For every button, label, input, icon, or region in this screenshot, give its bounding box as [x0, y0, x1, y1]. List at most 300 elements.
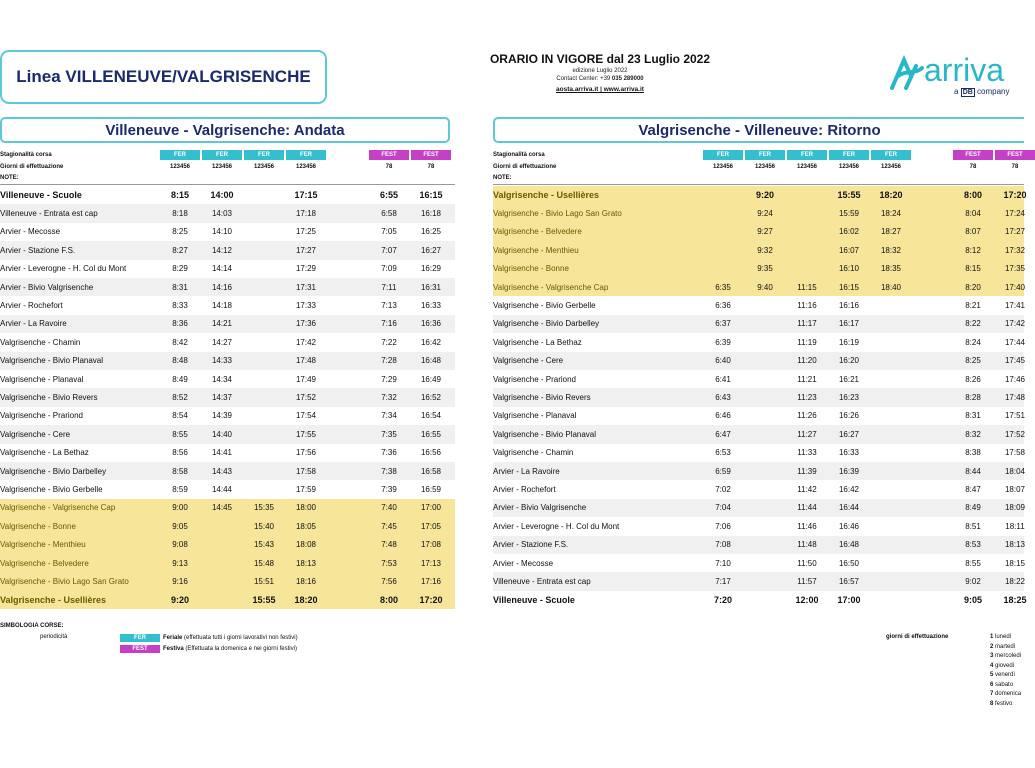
- stop-name: Valgrisenche - Bivio Lago San Grato: [0, 577, 129, 587]
- departure-time: 8:21: [965, 301, 981, 311]
- departure-time: 15:59: [838, 209, 860, 219]
- departure-time: 17:33: [295, 301, 317, 311]
- stop-name: Valgrisenche - Bivio Revers: [0, 393, 98, 403]
- departure-time: 7:29: [381, 374, 397, 384]
- departure-time: 16:55: [420, 429, 442, 439]
- departure-time: 17:00: [837, 594, 861, 605]
- departure-time: 16:58: [420, 466, 442, 476]
- stop-name: Valgrisenche - Usellières: [0, 594, 107, 605]
- departure-time: 7:22: [381, 337, 397, 347]
- departure-time: 8:22: [965, 319, 981, 329]
- departure-time: [244, 260, 284, 278]
- departure-time: 18:35: [880, 264, 902, 274]
- departure-time: [871, 370, 911, 388]
- departure-time: 9:27: [757, 227, 773, 237]
- table-row: [0, 572, 455, 590]
- departure-time: [745, 444, 785, 462]
- departure-time: 7:36: [381, 448, 397, 458]
- table-row: [0, 407, 455, 425]
- stop-name: Arvier - Rochefort: [493, 485, 556, 495]
- departure-time: [703, 241, 743, 259]
- departure-time: 8:31: [965, 411, 981, 421]
- departure-time: 17:59: [295, 485, 317, 495]
- header-divider: [493, 184, 1024, 185]
- departure-time: [745, 296, 785, 314]
- departure-time: [871, 591, 911, 609]
- departure-time: 17:55: [295, 429, 317, 439]
- departure-time: 17:48: [295, 356, 317, 366]
- giorni-value: 123456: [169, 164, 191, 170]
- line-title-box: [0, 50, 327, 104]
- departure-time: 14:16: [211, 282, 233, 292]
- departure-time: 6:37: [715, 319, 731, 329]
- departure-time: [745, 425, 785, 443]
- departure-time: 16:21: [838, 374, 860, 384]
- departure-time: 7:40: [381, 503, 397, 513]
- departure-time: 16:19: [838, 337, 860, 347]
- giorni-value: 78: [385, 164, 393, 170]
- departure-time: 8:00: [963, 190, 982, 201]
- departure-time: 18:11: [1005, 521, 1025, 531]
- departure-time: 11:23: [797, 393, 817, 403]
- departure-time: 7:20: [713, 594, 732, 605]
- departure-time: 18:05: [295, 521, 317, 531]
- departure-time: 11:17: [797, 319, 817, 329]
- service-tag-fer: FER: [244, 150, 284, 160]
- departure-time: 17:18: [295, 209, 317, 219]
- departure-time: 17:29: [295, 264, 317, 274]
- departure-time: 14:03: [211, 209, 233, 219]
- departure-time: [202, 554, 242, 572]
- stop-name: Valgrisenche - Bivio Planaval: [493, 429, 597, 439]
- departure-time: 17:32: [1004, 245, 1026, 255]
- departure-time: 8:25: [965, 356, 981, 366]
- departure-time: 7:04: [715, 503, 731, 513]
- departure-time: 17:20: [1003, 190, 1027, 201]
- departure-time: 7:39: [381, 485, 397, 495]
- legend-day: 7 domenica: [990, 691, 1022, 697]
- departure-time: 18:15: [1004, 558, 1026, 568]
- departure-time: 16:10: [838, 264, 860, 274]
- service-tag-fest: FEST: [411, 150, 451, 160]
- stop-name: Valgrisenche - La Bethaz: [493, 337, 582, 347]
- table-row: [0, 204, 455, 222]
- departure-time: [244, 241, 284, 259]
- service-tag-fer: FER: [871, 150, 911, 160]
- departure-time: [244, 407, 284, 425]
- departure-time: [244, 480, 284, 498]
- departure-time: 18:13: [295, 558, 317, 568]
- departure-time: 16:50: [838, 558, 860, 568]
- departure-time: 8:12: [965, 245, 981, 255]
- departure-time: [244, 315, 284, 333]
- departure-time: 16:54: [420, 411, 442, 421]
- departure-time: 9:16: [172, 577, 188, 587]
- stop-name: Valgrisenche - Valgrisenche Cap: [493, 282, 609, 292]
- departure-time: 18:08: [295, 540, 317, 550]
- legend-day: 8 festivo: [990, 700, 1013, 707]
- departure-time: 16:52: [420, 393, 442, 403]
- departure-time: [244, 204, 284, 222]
- departure-time: 16:17: [838, 319, 860, 329]
- departure-time: [787, 186, 827, 204]
- departure-time: 9:40: [757, 282, 773, 292]
- stop-name: Villeneuve - Entrata est cap: [0, 209, 98, 219]
- departure-time: 6:39: [715, 337, 731, 347]
- table-row: [493, 315, 1024, 333]
- table-row: [493, 186, 1027, 204]
- departure-time: [787, 204, 827, 222]
- giorni-value: 123456: [754, 164, 776, 170]
- departure-time: 17:58: [295, 466, 317, 476]
- departure-time: 17:13: [420, 558, 442, 568]
- departure-time: 15:51: [253, 577, 275, 587]
- departure-time: [871, 572, 911, 590]
- legend-fest-desc: Festiva (Effettuata la domenica e nei giorni festivi): [163, 646, 297, 652]
- departure-time: [871, 462, 911, 480]
- departure-time: 9:05: [172, 521, 188, 531]
- legend-title: SIMBOLOGIA CORSE:: [0, 623, 64, 629]
- table-row: [0, 388, 455, 406]
- departure-time: 16:48: [420, 356, 442, 366]
- departure-time: [745, 388, 785, 406]
- departure-time: 11:42: [797, 485, 817, 495]
- table-row: [0, 425, 455, 443]
- departure-time: [703, 186, 743, 204]
- legend-day: 5 venerdì: [990, 672, 1016, 678]
- departure-time: 16:48: [838, 540, 860, 550]
- departure-time: 9:13: [172, 558, 188, 568]
- departure-time: 8:42: [172, 337, 188, 347]
- departure-time: 16:27: [420, 245, 442, 255]
- departure-time: 16:56: [420, 448, 442, 458]
- departure-time: [745, 554, 785, 572]
- table-row: [493, 554, 1024, 572]
- departure-time: 11:57: [797, 577, 817, 587]
- departure-time: [745, 572, 785, 590]
- departure-time: 16:57: [838, 577, 860, 587]
- departure-time: [745, 333, 785, 351]
- legend-fer-tag: FER: [120, 634, 160, 642]
- departure-time: 17:44: [1004, 337, 1026, 347]
- departure-time: [871, 517, 911, 535]
- departure-time: 16:36: [420, 319, 442, 329]
- legend-days-list: [990, 634, 1024, 710]
- departure-time: 17:35: [1004, 264, 1026, 274]
- departure-time: [745, 370, 785, 388]
- departure-time: 7:09: [381, 264, 397, 274]
- departure-time: [244, 425, 284, 443]
- table-row: [493, 517, 1024, 535]
- departure-time: 11:26: [797, 411, 817, 421]
- ritorno-table: [493, 150, 1027, 640]
- departure-time: 17:41: [1004, 301, 1026, 311]
- departure-time: 6:36: [715, 301, 731, 311]
- giorni-value: 123456: [253, 164, 275, 170]
- departure-time: 8:25: [172, 227, 188, 237]
- departure-time: 8:44: [965, 466, 981, 476]
- departure-time: 16:39: [838, 466, 860, 476]
- stop-name: Valgrisenche - Cere: [493, 356, 564, 366]
- departure-time: 7:02: [715, 485, 731, 495]
- logo-sub: a DB company: [954, 87, 1010, 96]
- departure-time: 17:56: [295, 448, 317, 458]
- departure-time: 9:32: [757, 245, 773, 255]
- departure-time: 7:16: [381, 319, 397, 329]
- departure-time: [745, 536, 785, 554]
- departure-time: [244, 186, 284, 204]
- stop-name: Arvier - Bivio Valgrisenche: [0, 282, 94, 292]
- departure-time: [745, 499, 785, 517]
- departure-time: 17:27: [295, 245, 317, 255]
- stop-name: Valgrisenche - Bivio Gerbelle: [0, 485, 103, 495]
- departure-time: [871, 296, 911, 314]
- departure-time: 16:15: [838, 282, 860, 292]
- table-row: [493, 296, 1024, 314]
- departure-time: 12:00: [795, 594, 819, 605]
- ritorno-title-box: [493, 117, 1024, 143]
- table-row: [0, 499, 455, 517]
- departure-time: 17:40: [1004, 282, 1026, 292]
- departure-time: [703, 204, 743, 222]
- table-row: [0, 370, 455, 388]
- service-tag-fer: FER: [787, 150, 827, 160]
- departure-time: 8:27: [172, 245, 188, 255]
- departure-time: 16:27: [838, 429, 860, 439]
- departure-time: 9:35: [757, 264, 773, 274]
- stop-name: Valgrisenche - Bivio Planaval: [0, 356, 104, 366]
- note-label: NOTE:: [493, 175, 512, 181]
- departure-time: 14:44: [211, 485, 233, 495]
- stop-name: Arvier - Bivio Valgrisenche: [493, 503, 587, 513]
- giorni-value: 78: [1011, 164, 1019, 170]
- departure-time: 16:42: [420, 337, 442, 347]
- departure-time: 6:35: [715, 282, 731, 292]
- andata-table: [0, 150, 455, 640]
- departure-time: 8:07: [965, 227, 981, 237]
- giorni-value: 123456: [838, 164, 860, 170]
- departure-time: 17:54: [295, 411, 317, 421]
- table-row: [493, 536, 1024, 554]
- departure-time: 8:58: [172, 466, 188, 476]
- departure-time: 9:05: [963, 594, 982, 605]
- departure-time: 8:18: [172, 209, 188, 219]
- departure-time: [745, 591, 785, 609]
- departure-time: 15:43: [253, 540, 275, 550]
- departure-time: 9:02: [965, 577, 981, 587]
- stop-name: Arvier - Rochefort: [0, 301, 63, 311]
- table-row: [0, 554, 455, 572]
- departure-time: 16:16: [838, 301, 860, 311]
- departure-time: 11:20: [797, 356, 817, 366]
- stop-name: Arvier - La Ravoire: [493, 466, 560, 476]
- stop-name: Valgrisenche - Chamin: [493, 448, 574, 458]
- departure-time: 7:34: [381, 411, 397, 421]
- table-row: [0, 444, 455, 462]
- ritorno-title: Valgrisenche - Villeneuve: Ritorno: [638, 121, 881, 139]
- departure-time: 16:33: [838, 448, 860, 458]
- departure-time: [244, 333, 284, 351]
- departure-time: 8:20: [965, 282, 981, 292]
- stop-name: Villeneuve - Scuole: [493, 594, 575, 605]
- departure-time: [745, 517, 785, 535]
- departure-time: [871, 554, 911, 572]
- stop-name: Arvier - La Ravoire: [0, 319, 67, 329]
- departure-time: [244, 444, 284, 462]
- stop-name: Valgrisenche - Prariond: [493, 374, 577, 384]
- departure-time: [871, 315, 911, 333]
- departure-time: 14:37: [211, 393, 233, 403]
- departure-time: 8:31: [172, 282, 188, 292]
- departure-time: 17:52: [1004, 429, 1026, 439]
- departure-time: 17:51: [1004, 411, 1026, 421]
- departure-time: 7:38: [381, 466, 397, 476]
- service-tag-fer: FER: [286, 150, 326, 160]
- table-row: [0, 223, 455, 241]
- departure-time: 8:49: [965, 503, 981, 513]
- departure-time: 16:46: [838, 521, 860, 531]
- table-row: [493, 223, 1024, 241]
- departure-time: [871, 444, 911, 462]
- table-row: [493, 352, 1024, 370]
- departure-time: [244, 462, 284, 480]
- departure-time: 11:46: [797, 521, 817, 531]
- stop-name: Valgrisenche - Valgrisenche Cap: [0, 503, 116, 513]
- service-tag-fer: FER: [202, 150, 242, 160]
- departure-time: [871, 499, 911, 517]
- departure-time: 17:24: [1004, 209, 1026, 219]
- giorni-value: 123456: [295, 164, 317, 170]
- departure-time: 9:20: [755, 190, 774, 201]
- departure-time: 7:35: [381, 429, 397, 439]
- departure-time: 7:56: [381, 577, 397, 587]
- departure-time: [703, 223, 743, 241]
- departure-time: 18:07: [1004, 485, 1026, 495]
- table-row: [493, 462, 1024, 480]
- stop-name: Valgrisenche - Bivio Darbelley: [493, 319, 600, 329]
- stop-name: Valgrisenche - Planaval: [493, 411, 577, 421]
- departure-time: 8:15: [170, 190, 189, 201]
- departure-time: 17:42: [1004, 319, 1026, 329]
- departure-time: 8:52: [172, 393, 188, 403]
- table-row: [493, 388, 1024, 406]
- departure-time: 14:41: [211, 448, 233, 458]
- departure-time: 11:33: [797, 448, 817, 458]
- legend-fest-tag: FEST: [120, 645, 160, 653]
- departure-time: 9:00: [172, 503, 188, 513]
- legend-day: 3 mercoledì: [990, 653, 1022, 659]
- departure-time: 11:39: [797, 466, 817, 476]
- departure-time: 6:41: [715, 374, 731, 384]
- departure-time: [202, 572, 242, 590]
- table-row: [0, 333, 455, 351]
- website-links[interactable]: aosta.arriva.it | www.arriva.it: [556, 86, 644, 93]
- table-row: [493, 278, 1024, 296]
- logo-word: arriva: [924, 52, 1005, 88]
- table-row: [493, 444, 1024, 462]
- departure-time: [745, 315, 785, 333]
- departure-time: 9:24: [757, 209, 773, 219]
- departure-time: 17:36: [295, 319, 317, 329]
- table-row: [493, 407, 1024, 425]
- departure-time: 11:15: [797, 282, 817, 292]
- departure-time: 17:05: [420, 521, 442, 531]
- departure-time: 7:10: [715, 558, 731, 568]
- departure-time: 7:32: [381, 393, 397, 403]
- departure-time: 8:55: [965, 558, 981, 568]
- giorni-value: 78: [427, 164, 435, 170]
- departure-time: 11:27: [797, 429, 817, 439]
- table-row: [0, 186, 455, 204]
- stagionalita-label: Stagionalità corsa: [0, 152, 52, 158]
- departure-time: [787, 260, 827, 278]
- departure-time: 17:58: [1004, 448, 1026, 458]
- departure-time: 6:53: [715, 448, 731, 458]
- departure-time: 7:48: [381, 540, 397, 550]
- departure-time: 15:48: [253, 558, 275, 568]
- stop-name: Arvier - Leverogne - H. Col du Mont: [493, 521, 620, 531]
- stop-name: Valgrisenche - Belvedere: [493, 227, 582, 237]
- table-row: [493, 370, 1024, 388]
- departure-time: 15:35: [253, 503, 275, 513]
- departure-time: [787, 223, 827, 241]
- departure-time: [787, 241, 827, 259]
- table-row: [0, 315, 455, 333]
- departure-time: 7:17: [715, 577, 731, 587]
- departure-time: [244, 296, 284, 314]
- departure-time: 14:33: [211, 356, 233, 366]
- giorni-label: Giorni di effettuazione: [493, 164, 557, 170]
- departure-time: 16:59: [420, 485, 442, 495]
- departure-time: 9:08: [172, 540, 188, 550]
- stop-name: Valgrisenche - Usellières: [493, 190, 600, 201]
- table-row: [493, 204, 1024, 222]
- departure-time: 18:22: [1004, 577, 1026, 587]
- departure-time: 7:11: [381, 282, 397, 292]
- legend-day: 2 martedì: [990, 643, 1016, 650]
- departure-time: [871, 536, 911, 554]
- legend-day: 1 lunedì: [990, 634, 1012, 640]
- departure-time: 15:55: [252, 594, 276, 605]
- service-tag-fer: FER: [745, 150, 785, 160]
- stop-name: Villeneuve - Entrata est cap: [493, 577, 591, 587]
- departure-time: 16:07: [838, 245, 860, 255]
- departure-time: 14:18: [211, 301, 233, 311]
- departure-time: 17:16: [420, 577, 442, 587]
- departure-time: 8:48: [172, 356, 188, 366]
- legend-day: 4 giovedì: [990, 662, 1015, 669]
- departure-time: 14:43: [211, 466, 233, 476]
- departure-time: 18:16: [295, 577, 317, 587]
- departure-time: 7:07: [381, 245, 397, 255]
- departure-time: 11:50: [797, 558, 817, 568]
- departure-time: [244, 370, 284, 388]
- departure-time: 8:49: [172, 374, 188, 384]
- departure-time: 6:55: [379, 190, 398, 201]
- service-tag-fest: FEST: [953, 150, 993, 160]
- stop-name: Valgrisenche - Bonne: [0, 521, 76, 531]
- departure-time: 17:52: [295, 393, 317, 403]
- departure-time: 6:46: [715, 411, 731, 421]
- departure-time: 18:25: [1003, 594, 1027, 605]
- departure-time: 18:13: [1004, 540, 1026, 550]
- departure-time: 17:00: [420, 503, 442, 513]
- table-row: [493, 425, 1024, 443]
- departure-time: [871, 407, 911, 425]
- departure-time: 8:36: [172, 319, 188, 329]
- departure-time: 7:05: [381, 227, 397, 237]
- departure-time: 16:29: [420, 264, 442, 274]
